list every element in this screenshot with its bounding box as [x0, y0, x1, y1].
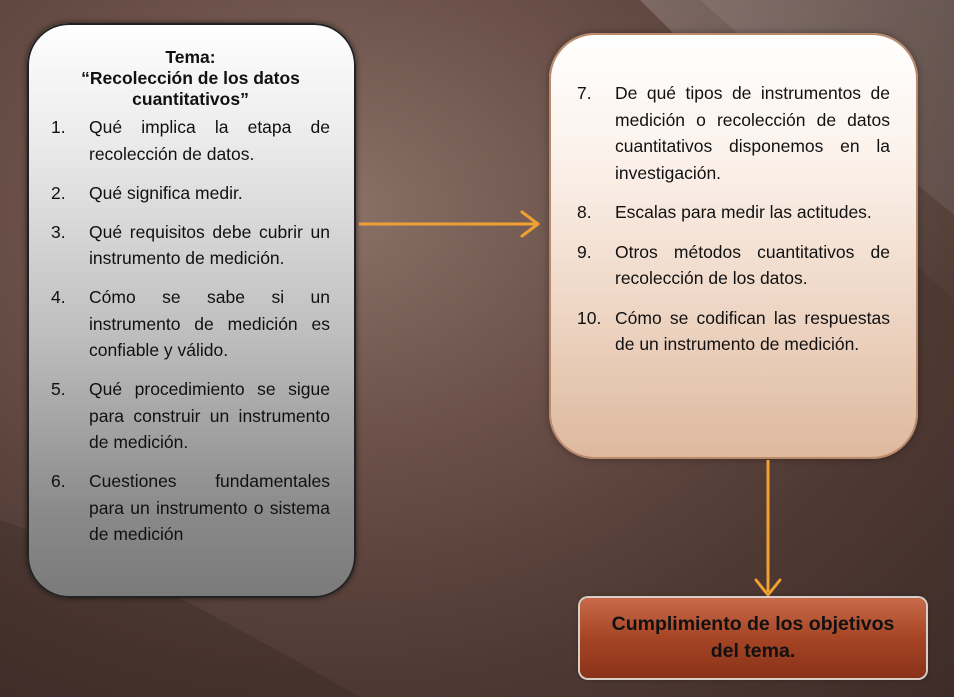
list-item [51, 180, 330, 207]
item-number: 4. [51, 287, 66, 307]
item-text: Otros métodos cuantitativos de recolección de los datos. [615, 241, 890, 288]
item-number: 1. [51, 117, 66, 137]
list-item [51, 468, 330, 548]
item-text: Qué procedimiento se sigue para construir un instrumento de medición. [89, 379, 330, 452]
item-number: 10. [577, 307, 602, 328]
list-item [577, 305, 890, 358]
item-text: Cuestiones fundamentales para un instrumento o sistema de medición [89, 471, 330, 544]
item-text: Qué significa medir. [89, 182, 243, 203]
item-text: Qué requisitos debe cubrir un instrumento de medición. [89, 221, 330, 268]
item-number: 7. [577, 83, 592, 103]
result-box [580, 598, 926, 678]
list-item [51, 219, 330, 272]
topic-title-line1: Tema: [165, 47, 216, 67]
list-item [577, 199, 890, 226]
item-number: 3. [51, 221, 66, 242]
list-item [577, 80, 890, 186]
item-text: Qué implica la etapa de recolección de datos. [89, 117, 330, 164]
item-number: 5. [51, 379, 66, 399]
item-text: Cómo se codifican las respuestas de un instrumento de medición. [615, 307, 890, 354]
topic-title-line2: “Recolección de los datos cuantitativos” [81, 68, 300, 109]
item-text: Escalas para medir las actitudes. [615, 202, 872, 222]
item-text: Cómo se sabe si un instrumento de medición es confiable y válido. [89, 287, 330, 360]
topic-list [51, 114, 330, 548]
item-number: 8. [577, 202, 592, 222]
continued-topics-box [549, 33, 918, 459]
list-item [577, 239, 890, 292]
list-item [51, 114, 330, 167]
continued-topic-list [577, 80, 890, 358]
topic-box [27, 23, 356, 598]
item-text: De qué tipos de instrumentos de medición o recolección de datos cuantitativos disponemos en la investigación. [615, 83, 890, 183]
list-item [51, 376, 330, 456]
item-number: 2. [51, 182, 66, 203]
result-text: Cumplimiento de los objetivos del tema. [611, 613, 895, 662]
item-number: 6. [51, 471, 66, 491]
item-number: 9. [577, 241, 592, 262]
topic-title [51, 47, 330, 110]
list-item [51, 284, 330, 364]
